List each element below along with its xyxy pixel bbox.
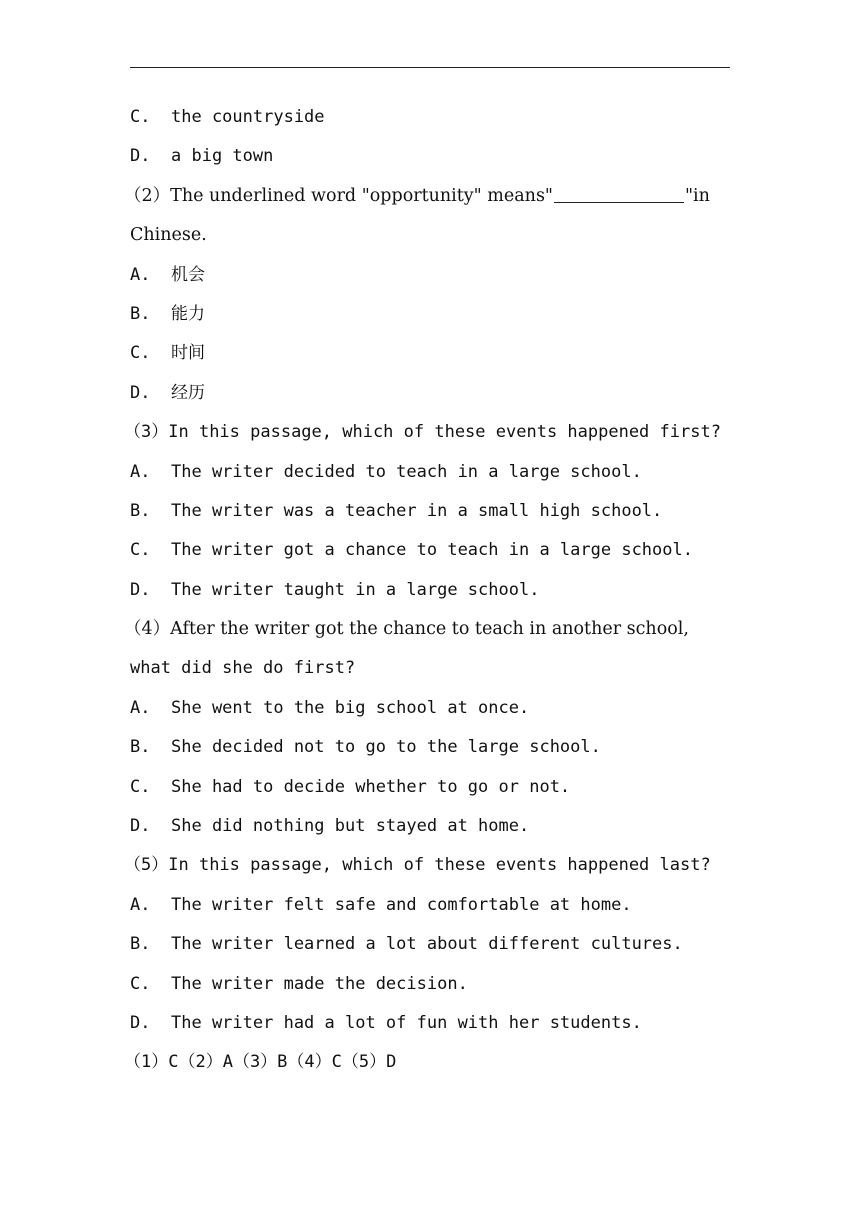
q1-option-d — [130, 137, 730, 176]
q5-option-d — [130, 1004, 730, 1043]
option-letter: C. — [130, 343, 151, 364]
answer-key — [124, 1043, 730, 1082]
option-letter: B. — [130, 737, 151, 758]
q4-option-b — [130, 728, 730, 767]
option-text: The writer felt safe and comfortable at home. — [171, 894, 632, 915]
option-letter: D. — [130, 382, 151, 403]
q1-option-c — [130, 98, 730, 137]
question-number: （4） — [124, 619, 171, 640]
q2-option-c — [130, 334, 730, 373]
option-text: She had to decide whether to go or not. — [171, 776, 571, 797]
question-stem: In this passage, which of these events happened first? — [168, 422, 721, 443]
q2-stem-line-1 — [124, 177, 730, 216]
q3-option-a — [130, 453, 730, 492]
option-text: 能力 — [171, 303, 205, 324]
option-letter: C. — [130, 107, 151, 127]
question-content — [124, 98, 730, 1083]
option-letter: B. — [130, 934, 151, 955]
question-stem: The underlined word "opportunity" means" — [170, 185, 553, 206]
option-text: the countryside — [171, 107, 325, 127]
option-text: The writer made the decision. — [171, 973, 468, 994]
q2-option-b — [130, 295, 730, 334]
question-number: （5） — [124, 855, 169, 876]
q5-option-c — [130, 965, 730, 1004]
q4-option-d — [130, 807, 730, 846]
q2-stem-line-2: Chinese. — [130, 225, 207, 246]
q3-option-c — [130, 531, 730, 570]
option-text: The writer got a chance to teach in a large school. — [171, 540, 693, 561]
option-letter: B. — [130, 500, 151, 521]
option-text: The writer had a lot of fun with her students. — [171, 1012, 642, 1033]
option-letter: B. — [130, 303, 151, 324]
option-letter: D. — [130, 816, 151, 837]
option-letter: C. — [130, 973, 151, 994]
q5-option-a — [130, 886, 730, 925]
question-stem: After the writer got the chance to teach in another school, — [170, 619, 689, 640]
q5-stem — [124, 846, 730, 885]
option-text: a big town — [171, 146, 274, 167]
option-letter: A. — [130, 264, 151, 285]
answer-key-text: （1）C（2）A（3）B（4）C（5）D — [124, 1052, 397, 1073]
header-rule — [130, 67, 730, 68]
question-number: （3） — [124, 422, 169, 443]
q4-option-a — [130, 689, 730, 728]
option-text: She went to the big school at once. — [171, 697, 530, 718]
option-text: She decided not to go to the large school. — [171, 737, 601, 758]
option-letter: D. — [130, 1012, 151, 1033]
option-text: 时间 — [171, 343, 205, 364]
option-letter: A. — [130, 697, 151, 718]
option-letter: A. — [130, 461, 151, 482]
q5-option-b — [130, 925, 730, 964]
q2-option-a — [130, 256, 730, 295]
option-text: She did nothing but stayed at home. — [171, 816, 530, 837]
option-letter: A. — [130, 894, 151, 915]
q2-option-d — [130, 374, 730, 413]
option-text: 机会 — [171, 264, 205, 285]
option-text: 经历 — [171, 382, 205, 403]
option-text: The writer taught in a large school. — [171, 579, 540, 600]
q4-stem-line-2: what did she do first? — [130, 658, 356, 679]
q4-stem-line-1 — [124, 610, 730, 649]
option-letter: D. — [130, 146, 151, 167]
q3-option-b — [130, 492, 730, 531]
q3-option-d — [130, 571, 730, 610]
answer-blank — [554, 184, 684, 203]
question-number: （2） — [124, 185, 171, 206]
option-text: The writer decided to teach in a large school. — [171, 461, 642, 482]
option-text: The writer was a teacher in a small high school. — [171, 500, 663, 521]
option-letter: C. — [130, 776, 151, 797]
q3-stem — [124, 413, 730, 452]
q4-option-c — [130, 768, 730, 807]
question-stem: In this passage, which of these events happened last? — [168, 855, 711, 876]
option-letter: D. — [130, 579, 151, 600]
option-text: The writer learned a lot about different cultures. — [171, 934, 683, 955]
question-stem-end: "in — [684, 185, 710, 206]
option-letter: C. — [130, 540, 151, 561]
